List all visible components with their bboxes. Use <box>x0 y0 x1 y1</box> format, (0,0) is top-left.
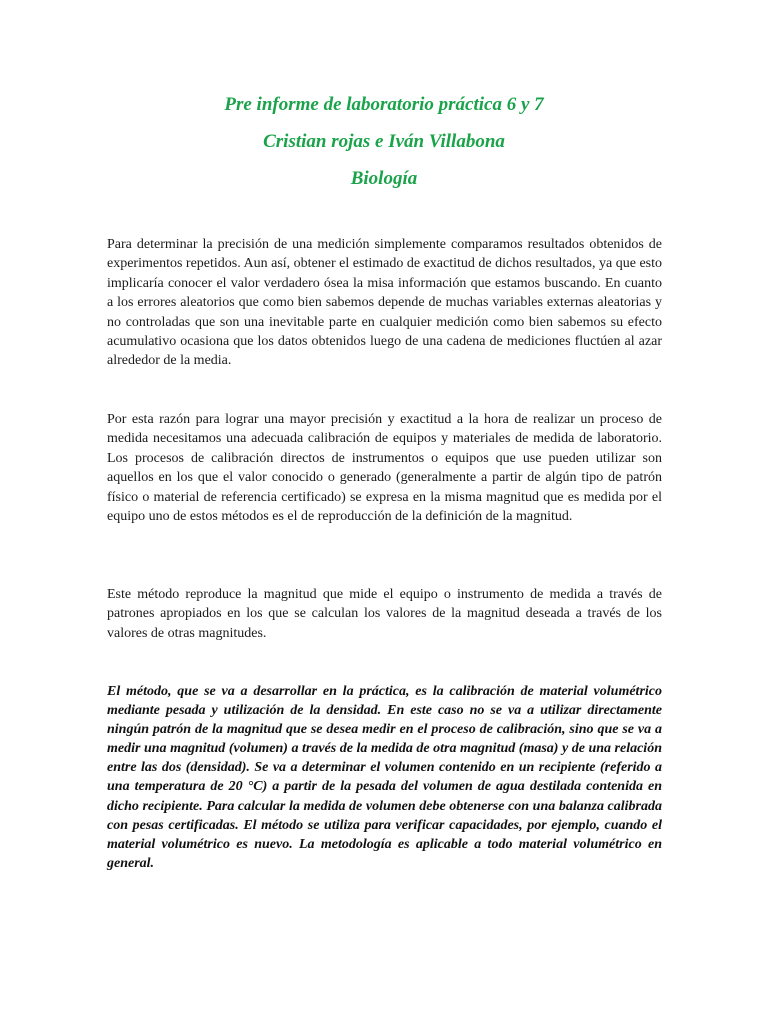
body-paragraph-2: Por esta razón para lograr una mayor precisión y exactitud a la hora de realizar un proceso de medida necesitamos una adecuada calibración de equipos y materiales de medida de laboratorio. Los procesos de calibración directos de instrumentos o equipos que use pueden utilizar son aquellos en los que el valor conocido o generado (generalmente a partir de algún tipo de patrón físico o material de referencia certificado) se expresa en la misma magnitud que es medida por el equipo uno de estos métodos es el de reproducción de la definición de la magnitud. <box>107 412 662 525</box>
document-authors: Cristian rojas e Iván Villabona <box>263 131 505 152</box>
document-subject: Biología <box>350 168 418 189</box>
body-paragraph-4-method: El método, que se va a desarrollar en la práctica, es la calibración de material volumétrico mediante pesada y utilización de la densidad. En este caso no se va a utilizar directamente ningún patrón de la magnitud que se desea medir en el proceso de calibración, sino que se va a medir una magnitud (volumen) a través de la medida de otra magnitud (masa) y de una relación entre las dos (densidad). Se va a determinar el volumen contenido en un recipiente (referido a una temperatura de 20 °C) a partir de la pesada del volumen de agua destilada contenida en dicho recipiente. Para calcular la medida de volumen debe obtenerse con una balanza calibrada con pesas certificadas. El método se utiliza para verificar capacidades, por ejemplo, cuando el material volumétrico es nuevo. La metodología es aplicable a todo material volumétrico en general. <box>107 684 662 871</box>
document-title: Pre informe de laboratorio práctica 6 y 7 <box>224 94 544 115</box>
body-paragraph-3: Este método reproduce la magnitud que mide el equipo o instrumento de medida a través de patrones apropiados en los que se calculan los valores de la magnitud deseada a través de los valores de otras magnitudes. <box>107 587 662 641</box>
body-paragraph-1: Para determinar la precisión de una medición simplemente comparamos resultados obtenidos de experimentos repetidos. Aun así, obtener el estimado de exactitud de dichos resultados, ya que esto implicaría conocer el valor verdadero ósea la misa información que estamos buscando. En cuanto a los errores aleatorios que como bien sabemos depende de muchas variables externas aleatorias y no controladas que son una inevitable parte en cualquier medición como bien sabemos su efecto acumulativo ocasiona que los datos obtenidos luego de una cadena de mediciones fluctúen al azar alrededor de la media. <box>107 237 662 369</box>
title-block <box>0 92 768 203</box>
